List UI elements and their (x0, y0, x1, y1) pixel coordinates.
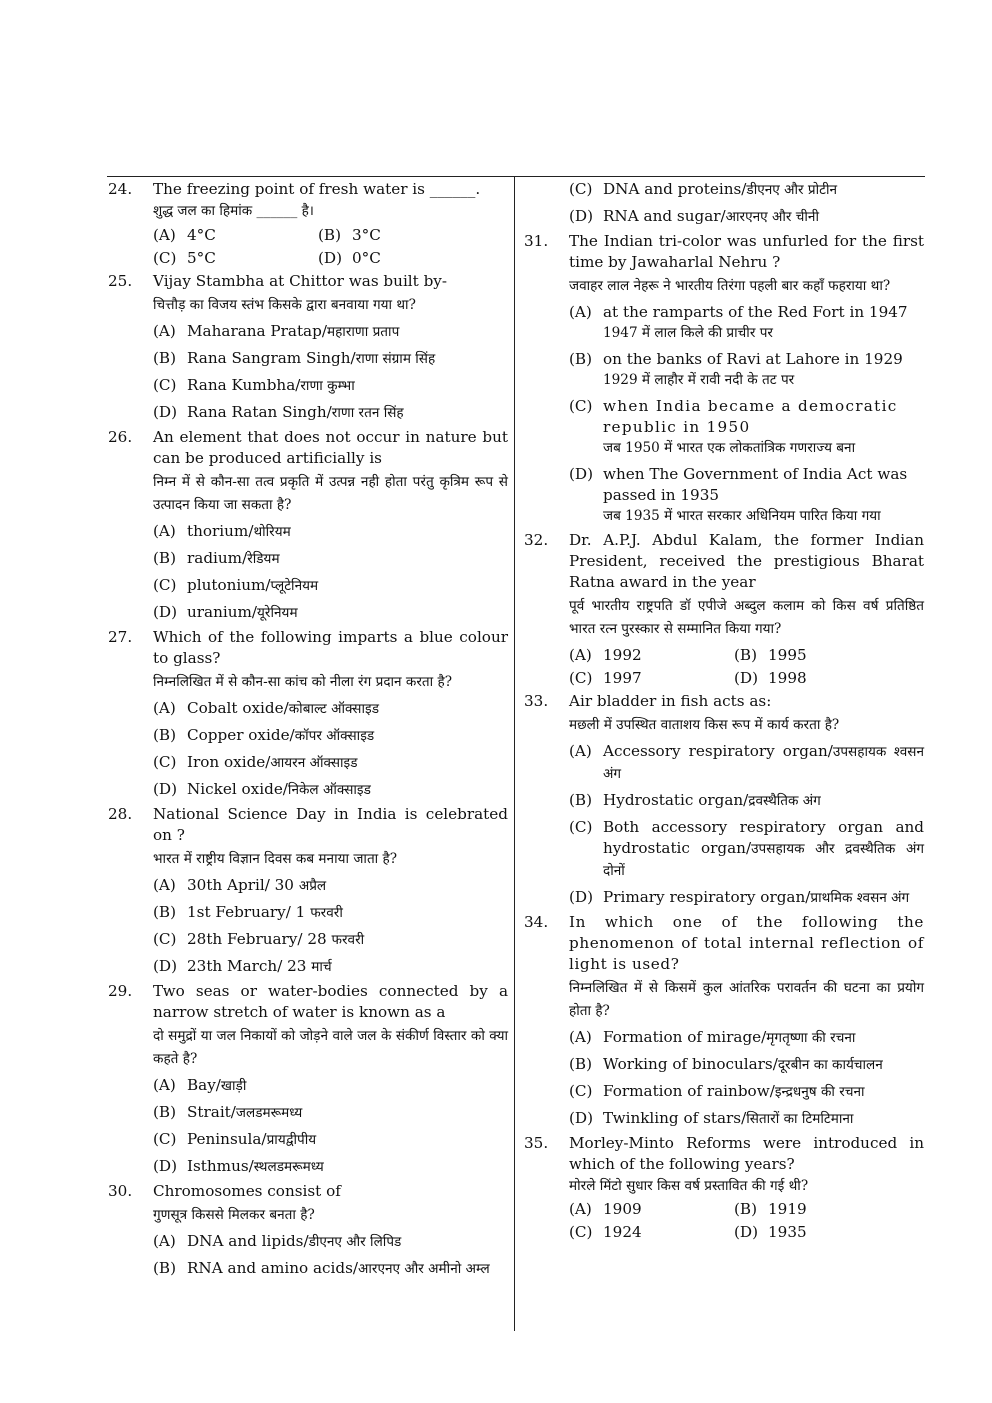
question-number: 24. (108, 180, 133, 198)
option-label: (B) (153, 903, 177, 921)
option-text-hi: प्लूटेनियम (270, 578, 319, 594)
option-label: (B) (734, 1200, 758, 1218)
option-text-hi: आयरन ऑक्साइड (270, 755, 358, 771)
option-d[interactable] (153, 402, 508, 424)
question-text-en: The Indian tri-color was unfurled for the first time by Jawaharlal Nehru ? (569, 232, 924, 271)
option-text-hi: उपसहायक और द्रवस्थैतिक अंग दोनों (603, 841, 924, 879)
option-c[interactable] (153, 929, 508, 951)
option-d[interactable] (569, 1108, 924, 1130)
question-text-en: An element that does not occur in nature but can be produced artificially is (153, 428, 508, 467)
option-text-hi: मार्च (311, 959, 332, 975)
option-b[interactable] (569, 349, 924, 391)
option-a[interactable] (153, 1075, 508, 1097)
option-label: (D) (569, 888, 594, 906)
question-text-en: Which of the following imparts a blue colour to glass? (153, 628, 508, 667)
option-text: on the banks of Ravi at Lahore in 1929 (603, 350, 903, 368)
option-text: 3°C (352, 226, 381, 244)
option-text-hi: जब 1935 में भारत सरकार अधिनियम पारित किया गया (603, 508, 881, 524)
option-text: when India became a democratic republic in 1950 (603, 397, 898, 436)
option-text-hi: प्राथमिक श्वसन अंग (810, 890, 910, 906)
option-text-hi: राणा रतन सिंह (331, 405, 404, 421)
option-text-hi: प्रायद्वीपीय (266, 1132, 317, 1148)
option-label: (A) (569, 1028, 592, 1046)
option-text: plutonium/ (187, 576, 271, 594)
question-text-hi: दो समुद्रों या जल निकायों को जोड़ने वाले जल के संकीर्ण विस्तार को क्या कहते है? (153, 1028, 508, 1067)
option-label: (C) (153, 376, 177, 394)
option-d[interactable] (318, 248, 483, 269)
option-a[interactable] (569, 645, 734, 666)
option-label: (D) (153, 957, 178, 975)
option-b[interactable] (318, 225, 483, 246)
question-text-en: Chromosomes consist of (153, 1182, 341, 1200)
question-text-hi: निम्नलिखित में से कौन-सा कांच को नीला रंग प्रदान करता है? (153, 674, 453, 690)
option-label: (C) (569, 180, 593, 198)
option-text: 1909 (603, 1200, 642, 1218)
option-row (569, 1222, 924, 1243)
question-number: 29. (108, 982, 133, 1000)
option-label: (D) (569, 465, 594, 483)
option-text: Formation of mirage/ (603, 1028, 767, 1046)
option-label: (A) (569, 1200, 592, 1218)
option-text-hi: राणा संग्राम सिंह (355, 351, 436, 367)
option-label: (D) (153, 780, 178, 798)
left-column (108, 179, 508, 1285)
option-a[interactable] (153, 698, 508, 720)
option-label: (A) (153, 1076, 176, 1094)
question-number: 32. (524, 531, 549, 549)
option-text: Iron oxide/ (187, 753, 271, 771)
question-29 (108, 981, 508, 1178)
option-text-hi: इन्द्रधनुष की रचना (774, 1084, 865, 1100)
option-a[interactable] (569, 1027, 924, 1049)
question-text-en: In which one of the following the phenomenon of total internal reflection of light is used? (569, 913, 924, 973)
option-text-hi: महाराणा प्रताप (326, 324, 400, 340)
option-label: (D) (318, 249, 343, 267)
option-label: (C) (153, 1130, 177, 1148)
right-column (524, 179, 924, 1245)
option-a[interactable] (153, 321, 508, 343)
option-text: Strait/ (187, 1103, 236, 1121)
option-label: (D) (734, 669, 759, 687)
option-text-hi: थोरियम (253, 524, 291, 540)
question-30 (108, 1181, 508, 1280)
option-row (153, 248, 508, 269)
option-text-hi: अप्रैल (298, 878, 327, 894)
question-text-en: Air bladder in fish acts as: (569, 692, 772, 710)
question-text-en: Morley-Minto Reforms were introduced in which of the following years? (569, 1134, 924, 1173)
option-label: (B) (318, 226, 342, 244)
option-text: uranium/ (187, 603, 258, 621)
option-label: (B) (569, 791, 593, 809)
option-text-hi: डीएनए और प्रोटीन (746, 182, 838, 198)
option-text: at the ramparts of the Red Fort in 1947 (603, 303, 908, 321)
option-label: (A) (569, 303, 592, 321)
option-a[interactable] (153, 521, 508, 543)
option-text-hi: 1929 में लाहौर में रावी नदी के तट पर (603, 372, 795, 388)
question-30-continued (524, 179, 924, 228)
question-text-hi: निम्नलिखित में से किसमें कुल आंतरिक परावर्तन की घटना का प्रयोग होता है? (569, 980, 924, 1019)
question-number: 34. (524, 913, 549, 931)
option-label: (C) (153, 249, 177, 267)
option-text: 30th April/ 30 (187, 876, 299, 894)
option-text: Both accessory respiratory organ and hydrostatic organ/ (603, 818, 924, 857)
option-b[interactable] (734, 1199, 899, 1220)
option-label: (D) (153, 1157, 178, 1175)
question-24 (108, 179, 508, 269)
option-a[interactable] (569, 1199, 734, 1220)
question-text-hi: जवाहर लाल नेहरू ने भारतीय तिरंगा पहली बार कहाँ फहराया था? (569, 278, 891, 294)
option-a[interactable] (153, 225, 318, 246)
question-33 (524, 691, 924, 909)
option-b[interactable] (153, 1258, 508, 1280)
question-text-en: Vijay Stambha at Chittor was built by- (153, 272, 448, 290)
option-text: Primary respiratory organ/ (603, 888, 811, 906)
option-text: 1995 (768, 646, 807, 664)
question-number: 31. (524, 232, 549, 250)
question-text-en: National Science Day in India is celebrated on ? (153, 805, 508, 844)
option-text: 1924 (603, 1223, 642, 1241)
question-text-hi: मोरले मिंटो सुधार किस वर्ष प्रस्तावित की गई थी? (569, 1178, 809, 1194)
option-text-hi: स्थलडमरूमध्य (253, 1159, 324, 1175)
option-label: (B) (153, 1103, 177, 1121)
question-31 (524, 231, 924, 527)
option-text-hi: उपसहायक श्वसन अंग (603, 744, 924, 782)
option-c[interactable] (569, 668, 734, 689)
option-d[interactable] (569, 206, 924, 228)
option-d[interactable] (734, 668, 899, 689)
option-text-hi: निकेल ऑक्साइड (287, 782, 371, 798)
option-d[interactable] (153, 956, 508, 978)
option-b[interactable] (734, 645, 899, 666)
option-text: DNA and lipids/ (187, 1232, 309, 1250)
option-text: 0°C (352, 249, 381, 267)
question-number: 35. (524, 1134, 549, 1152)
question-text-hi: शुद्ध जल का हिमांक ______ है। (153, 203, 314, 219)
option-label: (B) (153, 726, 177, 744)
option-label: (B) (569, 1055, 593, 1073)
question-26 (108, 427, 508, 624)
question-text-hi: मछली में उपस्थित वाताशय किस रूप में कार्य करता है? (569, 717, 840, 733)
option-label: (C) (569, 397, 593, 415)
option-text: Nickel oxide/ (187, 780, 288, 798)
question-text-en: Dr. A.P.J. Abdul Kalam, the former Indian President, received the prestigious Bharat Ratna award in the year (569, 531, 924, 591)
option-text-hi: आरएनए और अमीनो अम्ल (358, 1261, 490, 1277)
option-b[interactable] (569, 790, 924, 812)
option-text-hi: आरएनए और चीनी (725, 209, 819, 225)
option-text-hi: फरवरी (331, 932, 365, 948)
option-text: Twinkling of stars/ (603, 1109, 747, 1127)
option-text: Formation of rainbow/ (603, 1082, 775, 1100)
option-text-hi: कोबाल्ट ऑक्साइड (288, 701, 379, 717)
option-text: 1997 (603, 669, 642, 687)
option-d[interactable] (153, 779, 508, 801)
option-text-hi: कॉपर ऑक्साइड (294, 728, 375, 744)
option-c[interactable] (153, 1129, 508, 1151)
option-text: Maharana Pratap/ (187, 322, 327, 340)
option-text: Cobalt oxide/ (187, 699, 289, 717)
top-rule (107, 176, 925, 177)
option-text: Working of binoculars/ (603, 1055, 778, 1073)
option-label: (A) (153, 226, 176, 244)
option-label: (B) (569, 350, 593, 368)
option-text: RNA and sugar/ (603, 207, 726, 225)
option-text: Accessory respiratory organ/ (603, 742, 833, 760)
option-label: (D) (569, 1109, 594, 1127)
option-a[interactable] (569, 741, 924, 785)
option-text: RNA and amino acids/ (187, 1259, 359, 1277)
option-text: when The Government of India Act was passed in 1935 (603, 465, 908, 504)
option-b[interactable] (569, 1054, 924, 1076)
option-a[interactable] (153, 875, 508, 897)
option-text: Bay/ (187, 1076, 221, 1094)
column-divider (514, 176, 515, 1331)
option-b[interactable] (153, 1102, 508, 1124)
option-text-hi: 1947 में लाल किले की प्राचीर पर (603, 325, 773, 341)
option-label: (A) (569, 742, 592, 760)
question-text-hi: चित्तौड़ का विजय स्तंभ किसके द्वारा बनवाया गया था? (153, 297, 416, 313)
option-text-hi: मृगतृष्णा की रचना (766, 1030, 856, 1046)
option-b[interactable] (153, 348, 508, 370)
option-text: radium/ (187, 549, 248, 567)
option-text-hi: राणा कुम्भा (300, 378, 355, 394)
option-text: 1992 (603, 646, 642, 664)
option-row (569, 1199, 924, 1220)
option-d[interactable] (153, 602, 508, 624)
question-number: 30. (108, 1182, 133, 1200)
option-text-hi: डीएनए और लिपिड (308, 1234, 402, 1250)
option-label: (B) (153, 549, 177, 567)
option-row (569, 668, 924, 689)
question-text-hi: गुणसूत्र किससे मिलकर बनता है? (153, 1207, 315, 1223)
option-c[interactable] (153, 248, 318, 269)
option-label: (A) (153, 876, 176, 894)
option-c[interactable] (569, 817, 924, 882)
option-label: (A) (569, 646, 592, 664)
option-text: 1919 (768, 1200, 807, 1218)
option-text: 1st February/ 1 (187, 903, 311, 921)
option-text-hi: जब 1950 में भारत एक लोकतांत्रिक गणराज्य बना (603, 440, 856, 456)
option-label: (C) (153, 576, 177, 594)
option-label: (B) (153, 349, 177, 367)
question-text-hi: पूर्व भारतीय राष्ट्रपति डॉ एपीजे अब्दुल कलाम को किस वर्ष प्रतिष्ठित भारत रत्न पुरस्कार से सम्मानित किया गया? (569, 598, 924, 637)
option-text: 28th February/ 28 (187, 930, 332, 948)
question-25 (108, 271, 508, 424)
option-text-hi: फरवरी (310, 905, 343, 921)
question-text-hi: निम्न में से कौन-सा तत्व प्रकृति में उत्पन्न नही होता परंतु कृत्रिम रूप से उत्पादन किया जा सकता है? (153, 474, 508, 513)
option-label: (B) (734, 646, 758, 664)
option-c[interactable] (569, 1081, 924, 1103)
question-number: 27. (108, 628, 133, 646)
option-text: 4°C (187, 226, 216, 244)
option-c[interactable] (153, 375, 508, 397)
option-text: Rana Ratan Singh/ (187, 403, 332, 421)
option-label: (D) (734, 1223, 759, 1241)
option-text-hi: रेडियम (247, 551, 280, 567)
option-text-hi: यूरेनियम (257, 605, 298, 621)
option-text-hi: सितारों का टिमटिमाना (746, 1111, 854, 1127)
question-number: 26. (108, 428, 133, 446)
option-text: 1935 (768, 1223, 807, 1241)
option-c[interactable] (569, 179, 924, 201)
option-d[interactable] (569, 464, 924, 527)
option-text: Rana Sangram Singh/ (187, 349, 356, 367)
option-label: (C) (569, 669, 593, 687)
option-text-hi: दूरबीन का कार्यचालन (777, 1057, 883, 1073)
option-text: 23th March/ 23 (187, 957, 312, 975)
option-text: DNA and proteins/ (603, 180, 747, 198)
option-text: thorium/ (187, 522, 254, 540)
question-27 (108, 627, 508, 801)
option-label: (A) (153, 322, 176, 340)
option-d[interactable] (569, 887, 924, 909)
option-b[interactable] (153, 725, 508, 747)
option-label: (C) (569, 1082, 593, 1100)
option-text-hi: द्रवस्थैतिक अंग (748, 793, 821, 809)
option-text-hi: जलडमरूमध्य (235, 1105, 303, 1121)
option-text-hi: खाड़ी (220, 1078, 247, 1094)
question-34 (524, 912, 924, 1130)
question-number: 25. (108, 272, 133, 290)
option-b[interactable] (153, 548, 508, 570)
option-label: (B) (153, 1259, 177, 1277)
question-number: 28. (108, 805, 133, 823)
option-label: (A) (153, 699, 176, 717)
option-label: (D) (153, 403, 178, 421)
option-label: (C) (153, 930, 177, 948)
option-d[interactable] (734, 1222, 899, 1243)
option-row (153, 225, 508, 246)
question-text-en: The freezing point of fresh water is ______. (153, 180, 481, 198)
option-text: 1998 (768, 669, 807, 687)
question-text-en: Two seas or water-bodies connected by a narrow stretch of water is known as a (153, 982, 508, 1021)
question-32 (524, 530, 924, 689)
option-text: Rana Kumbha/ (187, 376, 301, 394)
question-28 (108, 804, 508, 978)
question-number: 33. (524, 692, 549, 710)
option-d[interactable] (153, 1156, 508, 1178)
option-text: Copper oxide/ (187, 726, 295, 744)
option-label: (C) (153, 753, 177, 771)
option-text: Hydrostatic organ/ (603, 791, 749, 809)
option-c[interactable] (153, 752, 508, 774)
option-text: 5°C (187, 249, 216, 267)
option-c[interactable] (569, 396, 924, 459)
question-35 (524, 1133, 924, 1243)
option-label: (C) (569, 818, 593, 836)
option-c[interactable] (569, 1222, 734, 1243)
option-label: (D) (153, 603, 178, 621)
option-label: (C) (569, 1223, 593, 1241)
option-a[interactable] (569, 302, 924, 344)
option-row (569, 645, 924, 666)
question-text-hi: भारत में राष्ट्रीय विज्ञान दिवस कब मनाया जाता है? (153, 851, 398, 867)
option-label: (A) (153, 1232, 176, 1250)
option-a[interactable] (153, 1231, 508, 1253)
option-b[interactable] (153, 902, 508, 924)
option-text: Isthmus/ (187, 1157, 254, 1175)
option-label: (A) (153, 522, 176, 540)
option-label: (D) (569, 207, 594, 225)
option-text: Peninsula/ (187, 1130, 267, 1148)
option-c[interactable] (153, 575, 508, 597)
